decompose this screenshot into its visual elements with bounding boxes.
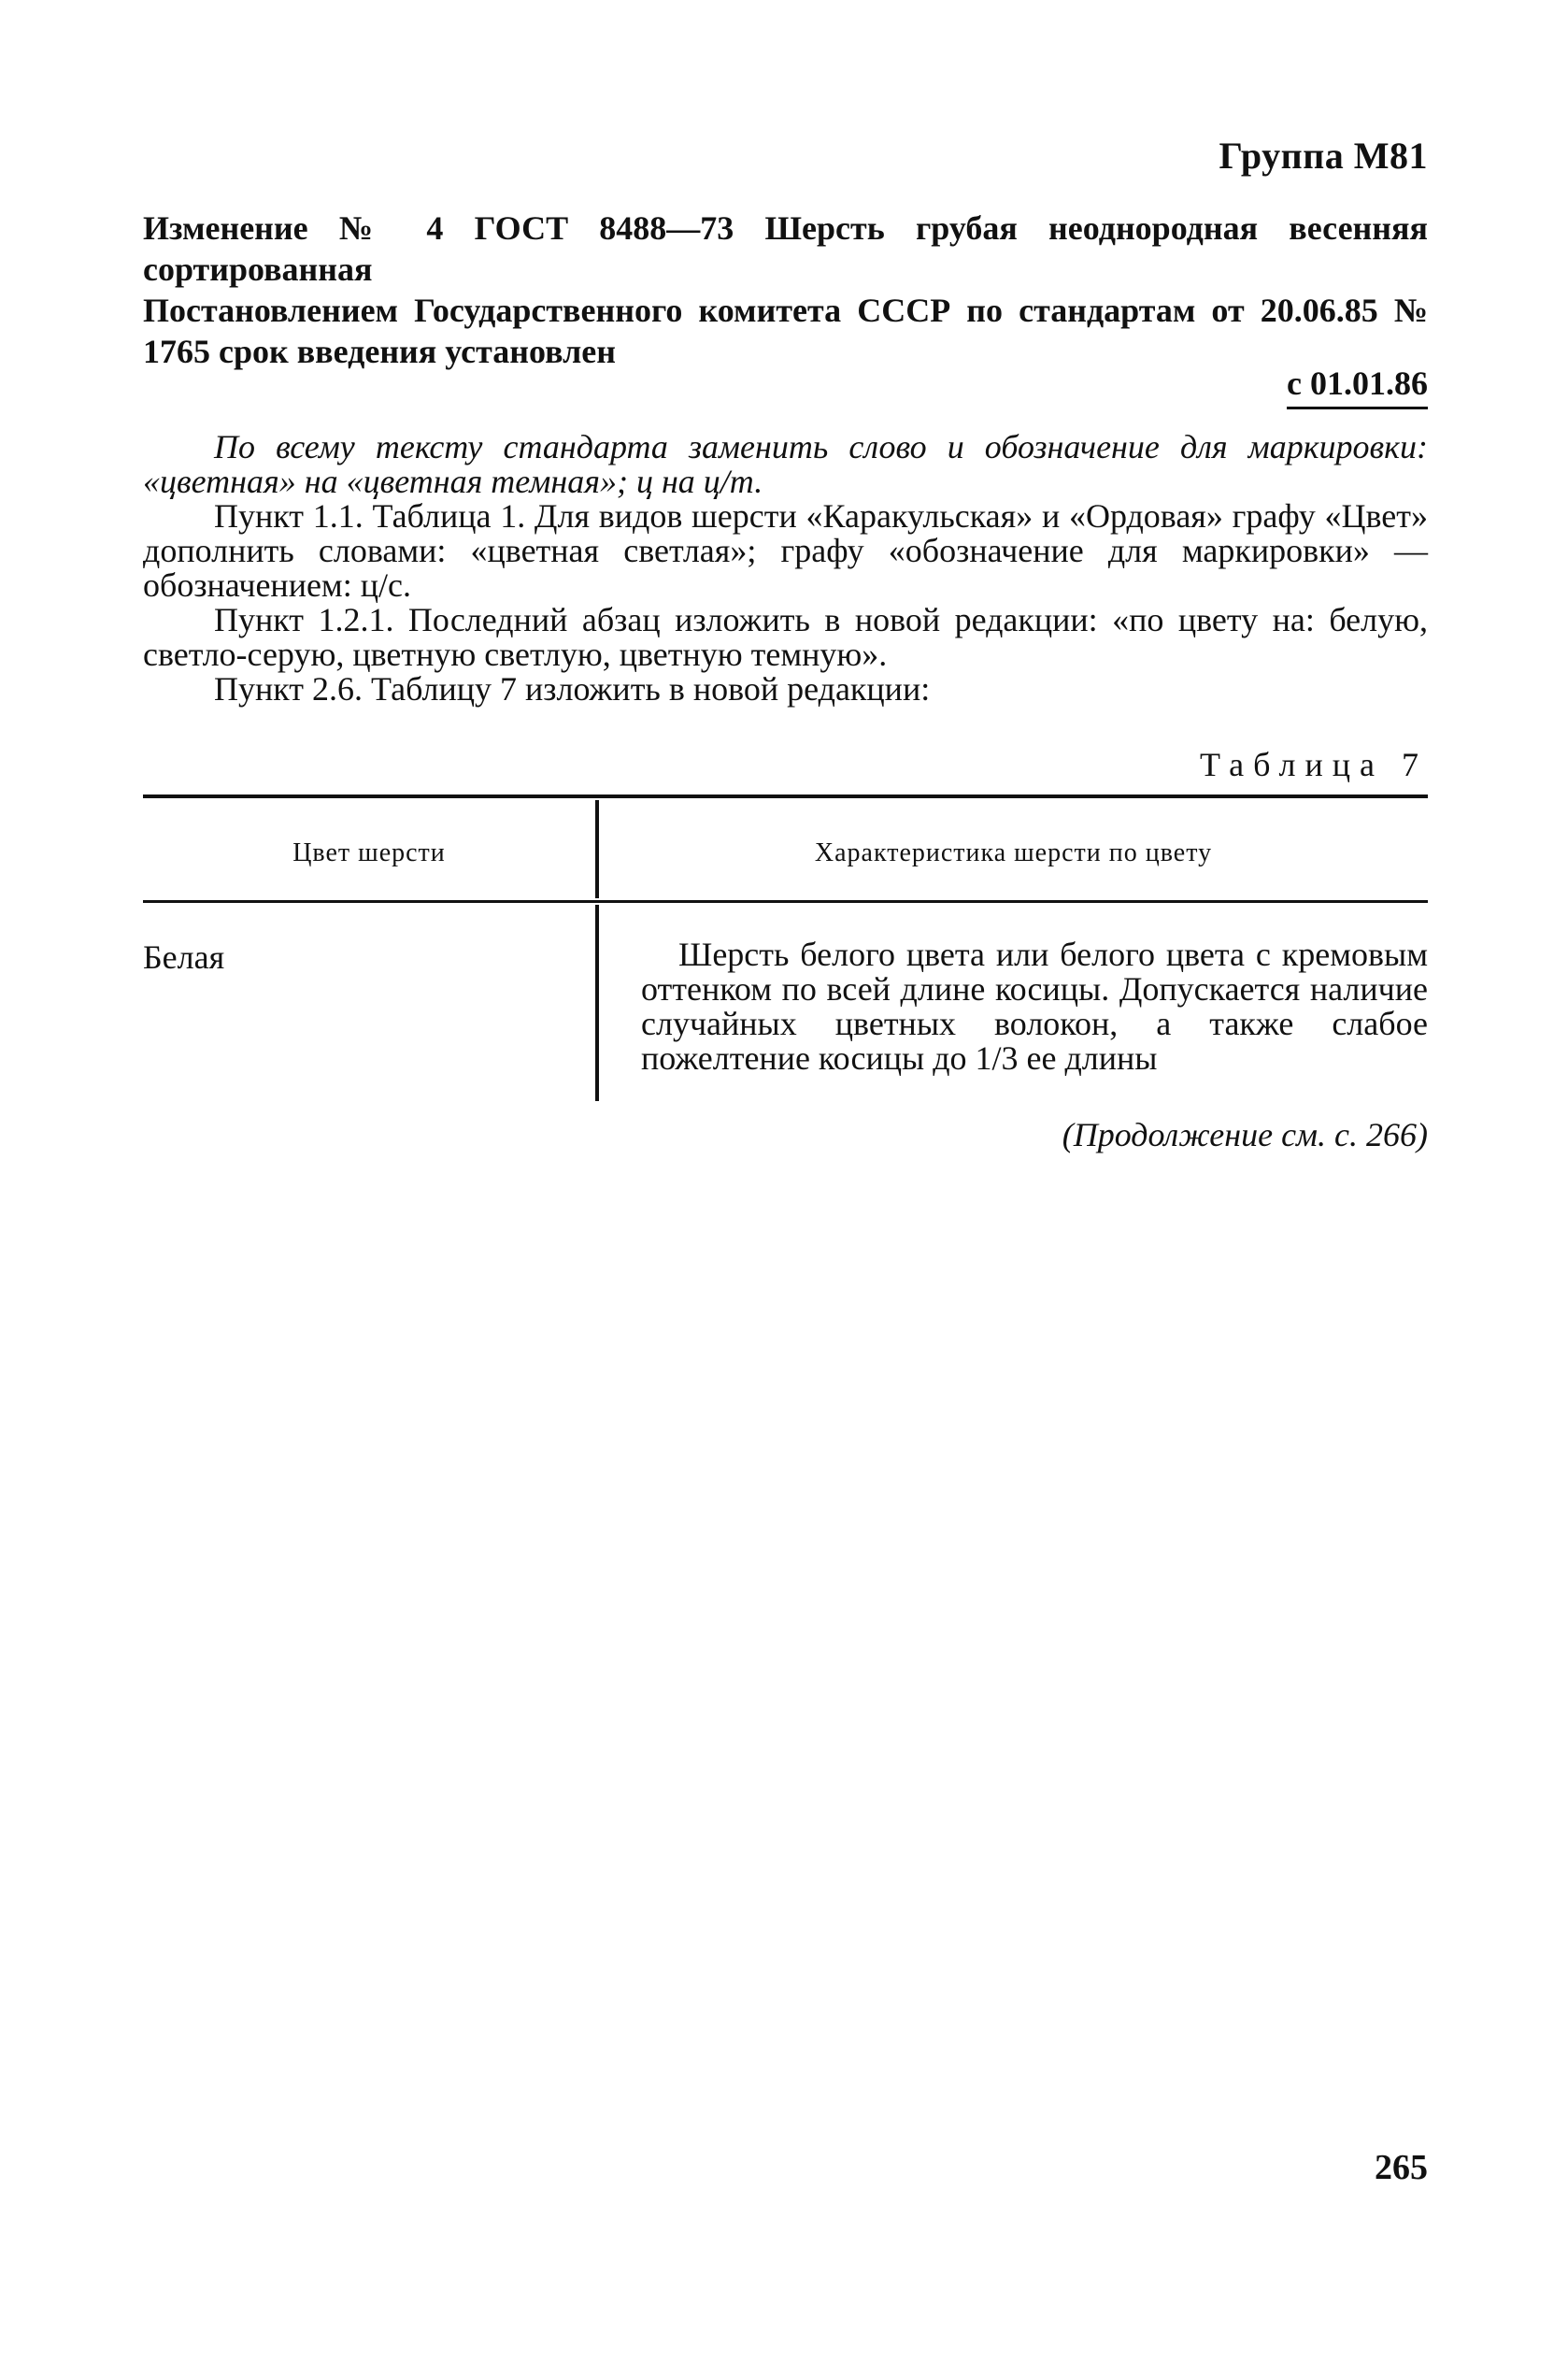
table-header-rule [143, 900, 1428, 903]
table-row-color: Белая [143, 938, 225, 976]
group-label: Группа М81 [1219, 135, 1428, 177]
decree-text: Постановлением Государственного комитета СССР по стандартам от 20.06.85 № 1765 срок введения установлен [143, 292, 1428, 370]
paragraph-2: Пункт 1.1. Таблица 1. Для видов шерсти «Каракульская» и «Ордовая» графу «Цвет» дополнить словами: «цветная светлая»; графу «обозначение для маркировки» — обозначением: ц/с. [143, 497, 1428, 604]
table-body-divider [595, 905, 599, 1101]
table-row-description [641, 938, 1428, 1076]
table-caption: Таблица 7 [1200, 746, 1428, 783]
change-title: Изменение № 4 ГОСТ 8488—73 Шерсть грубая неоднородная весенняя сортированная [143, 209, 1428, 288]
paragraph-3: Пункт 1.2.1. Последний абзац изложить в новой редакции: «по цвету на: белую, светло-серую, цветную светлую, цветную темную». [143, 601, 1428, 673]
page-number: 265 [1375, 2148, 1428, 2187]
continuation-note: (Продолжение см. с. 266) [1062, 1116, 1428, 1153]
table-header-color: Цвет шерсти [292, 838, 446, 867]
effective-date: с 01.01.86 [1287, 364, 1428, 409]
table-row-description-text: Шерсть белого цвета или белого цвета с кремовым оттенком по всей длине косицы. Допускается наличие случайных цветных волокон, а также слабое пожелтение косицы до 1/3 ее длины [641, 936, 1428, 1077]
body-text [143, 430, 1428, 707]
paragraph-1: По всему тексту стандарта заменить слово и обозначение для маркировки: «цветная» на «цветная темная»; ц на ц/т. [143, 428, 1428, 500]
table-top-rule [143, 794, 1428, 798]
table-header-characteristic: Характеристика шерсти по цвету [814, 838, 1213, 867]
paragraph-4: Пункт 2.6. Таблицу 7 изложить в новой редакции: [214, 670, 931, 708]
